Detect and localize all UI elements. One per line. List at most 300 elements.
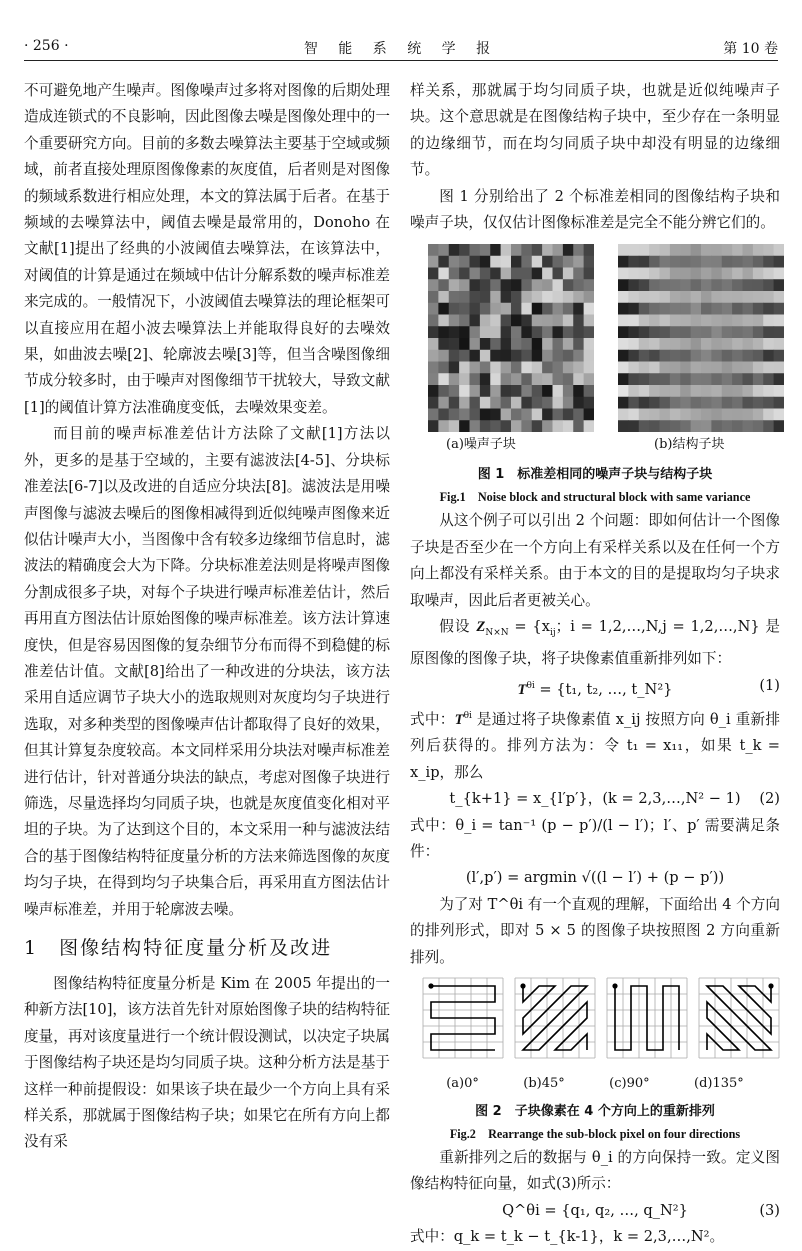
noise-pixel: [521, 421, 532, 433]
structure-pixel: [649, 397, 660, 409]
structure-pixel: [660, 397, 671, 409]
left-column: [24, 78, 390, 1156]
structure-pixel: [670, 268, 681, 280]
structure-pixel: [743, 374, 754, 386]
noise-pixel: [511, 374, 522, 386]
noise-pixel: [470, 291, 481, 303]
structure-pixel: [722, 291, 733, 303]
structure-pixel: [639, 409, 650, 421]
equation-2: [410, 786, 780, 812]
structure-pixel: [628, 291, 639, 303]
structure-pixel: [763, 397, 774, 409]
section-heading: 1 图像结构特征度量分析及改进: [24, 937, 333, 959]
noise-pixel: [480, 327, 491, 339]
noise-pixel: [511, 244, 522, 256]
structure-pixel: [628, 303, 639, 315]
structure-pixel: [670, 244, 681, 256]
structure-pixel: [763, 280, 774, 292]
paragraph: 而目前的噪声标准差估计方法除了文献[1]方法以外，更多的是基于空域的，主要有滤波法[4-5]、分块标准差法[6-7]以及改进的自适应分块法[8]。滤波法是用噪声图像与滤波去噪后的图像相减得到近似纯噪声图像来近似估计噪声大小，当图像中含有较多边缘细节信息时，滤波法的精确度会大为下降。分块标准差法则是将噪声图像分割成很多子块，对每个子块进行噪声标准差估计，然后再用直方图法估计原始图像的噪声标准差。该方法计算速度快，但是容易因图像的复杂细节分布而得不到稳健的标准差估计值。文献[8]给出了一种改进的分块法，该方法采用自适应调节子块大小的选取规则对灰度均匀子块进行选取，对多种类型的图像噪声估计都取得了良好的效果，但其计算复杂度较高。本文同样采用分块法对噪声标准差进行估计，针对普通分块法的缺点，考虑对图像子块进行筛选，尽量选择均匀同质子块，也就是灰度值变化相对平坦的子块。为了达到这个目的，本文采用一种与滤波法结合的基于图像结构特征度量分析的方法来筛选图像的灰度均匀子块，在得到均匀子块集合后，再采用直方图法估计噪声标准差，并用于轮廓波去噪。: [24, 425, 390, 918]
structure-pixel: [691, 350, 702, 362]
structure-pixel: [763, 315, 774, 327]
noise-pixel: [532, 327, 543, 339]
structure-pixel: [711, 374, 722, 386]
noise-pixel: [563, 409, 574, 421]
structure-pixel: [680, 409, 691, 421]
noise-pixel: [532, 350, 543, 362]
equation-number: (3): [759, 1201, 780, 1219]
structure-pixel: [639, 385, 650, 397]
structure-pixel: [680, 397, 691, 409]
structure-pixel: [763, 244, 774, 256]
structure-pixel: [639, 421, 650, 433]
noise-pixel: [553, 421, 564, 433]
noise-pixel: [584, 338, 594, 350]
noise-pixel: [459, 421, 470, 433]
structure-pixel: [639, 315, 650, 327]
structure-pixel: [660, 291, 671, 303]
structure-pixel: [774, 291, 784, 303]
fig1-subcaption-a: (a)噪声子块: [446, 437, 516, 453]
structure-pixel: [743, 350, 754, 362]
noise-pixel: [428, 374, 439, 386]
noise-pixel: [542, 350, 553, 362]
noise-pixel: [584, 397, 594, 409]
structure-pixel: [701, 362, 712, 374]
structure-pixel: [743, 280, 754, 292]
noise-pixel: [449, 244, 460, 256]
noise-pixel: [470, 327, 481, 339]
noise-pixel: [511, 409, 522, 421]
figure-1-caption-en: Fig.1 Noise block and structural block with same variance: [439, 490, 751, 505]
structure-pixel: [763, 350, 774, 362]
noise-pixel: [542, 315, 553, 327]
structure-pixel: [722, 338, 733, 350]
volume-label: 第 10 卷: [723, 41, 778, 57]
figure-2-caption-en: Fig.2 Rearrange the sub-block pixel on four directions: [449, 1126, 741, 1141]
scan-path: [615, 986, 679, 1050]
structure-pixel: [639, 327, 650, 339]
structure-pixel: [639, 362, 650, 374]
noise-pixel: [573, 315, 584, 327]
noise-pixel: [553, 409, 564, 421]
noise-pixel: [438, 409, 449, 421]
noise-pixel: [501, 327, 512, 339]
structure-pixel: [711, 268, 722, 280]
structure-pixel: [680, 385, 691, 397]
structure-pixel: [732, 244, 743, 256]
noise-pixel: [438, 268, 449, 280]
structure-pixel: [660, 244, 671, 256]
noise-pixel: [501, 244, 512, 256]
structure-pixel: [649, 244, 660, 256]
noise-pixel: [438, 397, 449, 409]
structure-pixel: [763, 256, 774, 268]
noise-pixel: [584, 385, 594, 397]
noise-pixel: [490, 315, 501, 327]
structure-pixel: [732, 409, 743, 421]
structure-pixel: [628, 362, 639, 374]
structure-pixel: [660, 268, 671, 280]
noise-pixel: [521, 374, 532, 386]
noise-pixel: [470, 256, 481, 268]
noise-pixel: [511, 268, 522, 280]
structure-pixel: [618, 350, 629, 362]
structure-pixel: [660, 303, 671, 315]
noise-pixel: [449, 362, 460, 374]
noise-pixel: [428, 397, 439, 409]
noise-pixel: [532, 268, 543, 280]
structure-pixel: [701, 421, 712, 433]
structure-pixel: [618, 385, 629, 397]
noise-pixel: [553, 291, 564, 303]
structure-pixel: [732, 421, 743, 433]
noise-pixel: [553, 385, 564, 397]
equation-text: Q^θi = {q₁, q₂, …, q_N²}: [502, 1201, 688, 1219]
structure-pixel: [711, 256, 722, 268]
noise-pixel: [480, 350, 491, 362]
equation-1: $T^{\theta i} = \{t_1$, t₂, …, t_N²} (1): [410, 673, 780, 703]
paragraph: 为了对 T^θi 有一个直观的理解，下面给出 4 个方向的排列形式，即对 5 × 5 的图像子块按照图 2 方向重新排列。: [410, 895, 780, 966]
structure-pixel: [649, 362, 660, 374]
structure-pixel: [618, 421, 629, 433]
noise-pixel: [438, 421, 449, 433]
start-dot: [768, 983, 773, 988]
noise-pixel: [428, 244, 439, 256]
fig2-subcaption: (d)135°: [694, 1075, 744, 1091]
structure-pixel: [670, 315, 681, 327]
grid-135-deg: [698, 977, 780, 1063]
structure-pixel: [743, 385, 754, 397]
structure-pixel: [711, 338, 722, 350]
structure-pixel: [711, 409, 722, 421]
noise-pixel: [521, 280, 532, 292]
noise-pixel: [573, 421, 584, 433]
noise-pixel: [542, 303, 553, 315]
structure-pixel: [732, 268, 743, 280]
noise-pixel: [428, 362, 439, 374]
structure-pixel: [753, 350, 764, 362]
noise-pixel: [490, 421, 501, 433]
noise-pixel: [480, 397, 491, 409]
structure-pixel: [639, 280, 650, 292]
equation-text: t_{k+1} = x_{l′p′}，(k = 2,3,…,N² − 1): [449, 790, 741, 808]
structure-pixel: [691, 374, 702, 386]
structure-pixel: [660, 362, 671, 374]
structure-pixel: [732, 291, 743, 303]
structure-pixel: [680, 256, 691, 268]
noise-pixel: [563, 256, 574, 268]
noise-pixel: [459, 280, 470, 292]
structure-pixel: [753, 374, 764, 386]
noise-pixel: [501, 303, 512, 315]
noise-pixel: [438, 374, 449, 386]
noise-pixel: [438, 327, 449, 339]
structure-pixel: [711, 280, 722, 292]
noise-pixel: [563, 362, 574, 374]
noise-pixel: [542, 409, 553, 421]
noise-pixel: [563, 244, 574, 256]
noise-pixel: [542, 421, 553, 433]
noise-pixel: [532, 303, 543, 315]
noise-pixel: [501, 362, 512, 374]
structure-pixel: [670, 385, 681, 397]
noise-pixel: [480, 244, 491, 256]
structure-pixel: [763, 338, 774, 350]
noise-pixel: [542, 397, 553, 409]
equation-text: = {t₁, t₂, …, t_N²}: [539, 680, 673, 698]
noise-pixel: [521, 385, 532, 397]
noise-pixel: [584, 350, 594, 362]
structure-pixel: [639, 397, 650, 409]
noise-pixel: [511, 385, 522, 397]
noise-pixel: [459, 268, 470, 280]
noise-pixel: [480, 421, 491, 433]
noise-pixel: [542, 280, 553, 292]
structure-pixel: [670, 409, 681, 421]
structure-pixel: [722, 385, 733, 397]
structure-pixel: [763, 268, 774, 280]
noise-pixel: [521, 303, 532, 315]
noise-pixel: [470, 374, 481, 386]
structure-pixel: [628, 385, 639, 397]
structure-pixel: [774, 409, 784, 421]
structure-pixel: [649, 338, 660, 350]
structure-pixel: [774, 327, 784, 339]
noise-pixel: [584, 256, 594, 268]
structure-pixel: [711, 315, 722, 327]
noise-pixel: [532, 315, 543, 327]
noise-pixel: [563, 327, 574, 339]
structure-pixel: [763, 421, 774, 433]
noise-pixel: [573, 291, 584, 303]
noise-pixel: [428, 385, 439, 397]
noise-pixel: [470, 385, 481, 397]
structure-pixel: [618, 244, 629, 256]
noise-pixel: [480, 291, 491, 303]
structure-pixel: [628, 409, 639, 421]
structure-pixel: [628, 244, 639, 256]
structure-pixel: [670, 397, 681, 409]
noise-pixel: [532, 244, 543, 256]
noise-pixel: [584, 362, 594, 374]
structure-pixel: [743, 338, 754, 350]
noise-pixel: [573, 385, 584, 397]
noise-pixel: [490, 385, 501, 397]
structure-pixel: [722, 280, 733, 292]
structure-pixel: [711, 362, 722, 374]
noise-pixel: [480, 303, 491, 315]
noise-pixel: [501, 315, 512, 327]
structure-block-image: [618, 244, 784, 432]
structure-pixel: [618, 327, 629, 339]
structure-pixel: [763, 362, 774, 374]
noise-pixel: [470, 315, 481, 327]
structure-pixel: [743, 303, 754, 315]
noise-pixel: [438, 350, 449, 362]
structure-pixel: [691, 397, 702, 409]
figure-1-caption-zh: 图 1 标准差相同的噪声子块与结构子块: [477, 467, 713, 483]
structure-pixel: [774, 256, 784, 268]
structure-pixel: [774, 268, 784, 280]
noise-pixel: [438, 256, 449, 268]
fig2-subcaption: (a)0°: [446, 1075, 479, 1091]
structure-pixel: [670, 350, 681, 362]
paragraph: 不可避免地产生噪声。图像噪声过多将对图像的后期处理造成连锁式的不良影响，因此图像去噪是图像处理中的一个重要研究方向。目前的多数去噪算法主要基于空域或频域，前者直接处理原图像像素的灰度值，后者则是对图像的频域系数进行相应处理，本文的算法属于后者。在基于频域的去噪算法中，阈值去噪是最常用的，Donoho 在文献[1]提出了经典的小波阈值去噪算法，在该算法中，对阈值的计算是通过在频域中估计分解系数的噪声标准差来完成的。一般情况下，小波阈值去噪算法的理论框架可以直接应用在超小波去噪算法上并能取得良好的去噪效果，如曲波去噪[2]、轮廓波去噪[3]等，但当含噪图像细节成分较多时，由于噪声对图像细节干扰较大，导致文献[1]的阈值计算方法准确度变低，去噪效果变差。: [24, 82, 390, 416]
structure-pixel: [701, 409, 712, 421]
noise-pixel: [563, 421, 574, 433]
noise-pixel: [501, 291, 512, 303]
structure-pixel: [691, 409, 702, 421]
noise-pixel: [553, 327, 564, 339]
noise-pixel: [501, 338, 512, 350]
structure-pixel: [763, 374, 774, 386]
structure-pixel: [691, 421, 702, 433]
noise-pixel: [563, 374, 574, 386]
noise-pixel: [428, 256, 439, 268]
structure-pixel: [660, 374, 671, 386]
noise-pixel: [449, 315, 460, 327]
structure-pixel: [691, 327, 702, 339]
structure-pixel: [774, 385, 784, 397]
structure-pixel: [691, 268, 702, 280]
structure-pixel: [680, 327, 691, 339]
structure-pixel: [628, 280, 639, 292]
structure-pixel: [774, 244, 784, 256]
structure-pixel: [701, 327, 712, 339]
noise-pixel: [542, 362, 553, 374]
structure-pixel: [639, 268, 650, 280]
noise-pixel: [449, 303, 460, 315]
structure-pixel: [711, 291, 722, 303]
structure-pixel: [722, 256, 733, 268]
structure-pixel: [660, 338, 671, 350]
structure-pixel: [774, 374, 784, 386]
fig1-subcaption-b: (b)结构子块: [654, 437, 725, 453]
noise-pixel: [553, 268, 564, 280]
noise-pixel: [563, 385, 574, 397]
structure-pixel: [639, 350, 650, 362]
noise-pixel: [490, 374, 501, 386]
structure-pixel: [722, 244, 733, 256]
structure-pixel: [701, 338, 712, 350]
noise-pixel: [521, 409, 532, 421]
page-number: · 256 ·: [24, 38, 69, 54]
noise-pixel: [490, 244, 501, 256]
noise-pixel: [480, 338, 491, 350]
structure-pixel: [701, 256, 712, 268]
structure-pixel: [618, 291, 629, 303]
noise-pixel: [501, 385, 512, 397]
structure-pixel: [628, 268, 639, 280]
structure-pixel: [618, 374, 629, 386]
noise-pixel: [428, 268, 439, 280]
structure-pixel: [680, 315, 691, 327]
structure-pixel: [711, 244, 722, 256]
noise-block-image: [428, 244, 594, 432]
noise-pixel: [470, 397, 481, 409]
paragraph: 重新排列之后的数据与 θ_i 的方向保持一致。定义图像结构特征向量，如式(3)所示：: [410, 1148, 780, 1193]
structure-pixel: [774, 350, 784, 362]
structure-pixel: [680, 374, 691, 386]
noise-pixel: [459, 409, 470, 421]
structure-pixel: [691, 303, 702, 315]
noise-pixel: [573, 244, 584, 256]
noise-pixel: [563, 315, 574, 327]
structure-pixel: [701, 350, 712, 362]
noise-pixel: [480, 362, 491, 374]
structure-pixel: [670, 291, 681, 303]
text: 假设: [439, 618, 477, 636]
structure-pixel: [660, 350, 671, 362]
noise-pixel: [573, 409, 584, 421]
structure-pixel: [628, 350, 639, 362]
noise-pixel: [428, 421, 439, 433]
noise-pixel: [511, 397, 522, 409]
noise-pixel: [573, 397, 584, 409]
noise-pixel: [501, 409, 512, 421]
structure-pixel: [722, 327, 733, 339]
structure-pixel: [722, 409, 733, 421]
structure-pixel: [732, 374, 743, 386]
structure-pixel: [732, 303, 743, 315]
noise-pixel: [480, 256, 491, 268]
structure-pixel: [691, 244, 702, 256]
structure-pixel: [763, 327, 774, 339]
noise-pixel: [459, 256, 470, 268]
noise-pixel: [532, 338, 543, 350]
structure-pixel: [618, 256, 629, 268]
structure-pixel: [732, 338, 743, 350]
structure-pixel: [711, 397, 722, 409]
noise-pixel: [490, 280, 501, 292]
noise-pixel: [511, 315, 522, 327]
noise-pixel: [584, 280, 594, 292]
structure-pixel: [691, 315, 702, 327]
noise-pixel: [438, 303, 449, 315]
noise-pixel: [553, 350, 564, 362]
structure-pixel: [691, 280, 702, 292]
noise-pixel: [490, 256, 501, 268]
noise-pixel: [438, 385, 449, 397]
equation-number: (2): [759, 790, 780, 808]
structure-pixel: [649, 350, 660, 362]
noise-pixel: [521, 256, 532, 268]
structure-pixel: [618, 338, 629, 350]
structure-pixel: [753, 338, 764, 350]
noise-pixel: [501, 280, 512, 292]
structure-pixel: [618, 315, 629, 327]
structure-pixel: [680, 244, 691, 256]
structure-pixel: [732, 256, 743, 268]
noise-pixel: [573, 280, 584, 292]
structure-pixel: [670, 327, 681, 339]
structure-pixel: [722, 362, 733, 374]
structure-pixel: [660, 327, 671, 339]
noise-pixel: [449, 350, 460, 362]
structure-pixel: [743, 397, 754, 409]
structure-pixel: [660, 385, 671, 397]
noise-pixel: [449, 256, 460, 268]
noise-pixel: [553, 303, 564, 315]
structure-pixel: [711, 350, 722, 362]
structure-pixel: [701, 385, 712, 397]
structure-pixel: [680, 362, 691, 374]
structure-pixel: [701, 303, 712, 315]
structure-pixel: [763, 385, 774, 397]
noise-pixel: [553, 397, 564, 409]
noise-pixel: [501, 268, 512, 280]
text: ；i = 1,2,…,N,j = 1,2,…,N} 是原图像的图像子块，将子块像素值重新排列如下：: [410, 618, 780, 668]
